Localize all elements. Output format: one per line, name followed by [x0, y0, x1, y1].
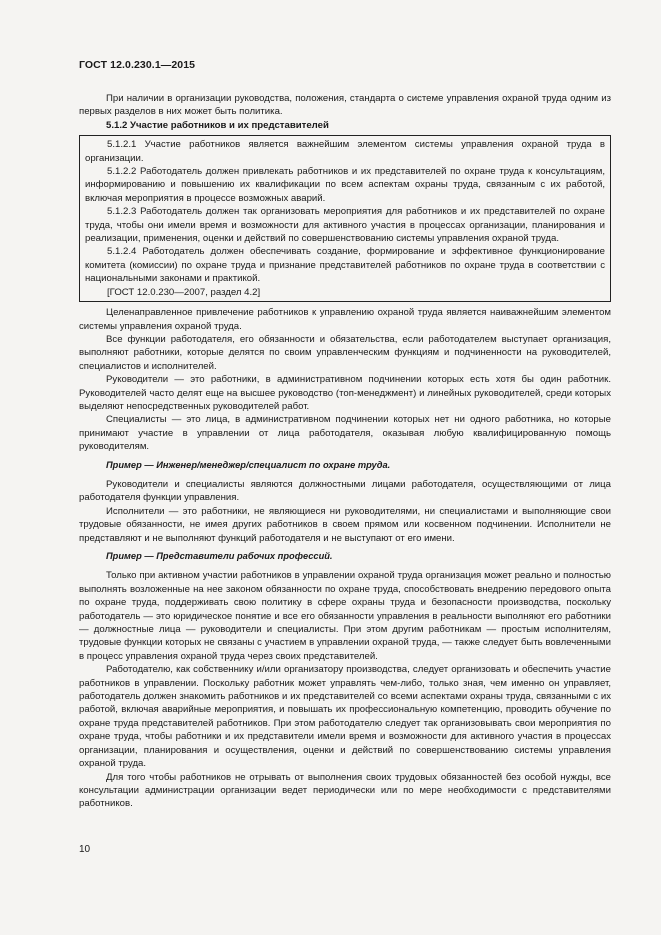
body-paragraph: Целенаправленное привлечение работников к управлению охраной труда является наиважнейшим элементом системы управления охраной труда.	[79, 307, 611, 332]
body-paragraph: Для того чтобы работников не отрывать от выполнения своих трудовых обязанностей без особой нужды, все консультации администрации организации ведет периодически или по мере необходимости с представителями работников.	[79, 771, 611, 810]
body-paragraph: Только при активном участии работников в управлении охраной труда организация может реально и полностью выполнять возложенные на нее законом обязанности по охране труда, способствовать внедрению передового опыта по охране труда, поддерживать свою политику в сфере охраны труда и безопасности производства, поскольку работодатель — это юридическое понятие и все его обязанности управления в реальности выполняют его работники — должностные лица — руководители и специалисты. При этом другим работникам — простым исполнителям, трудовые функции которых не связаны с участием в управлении охраной труда, — также следует быть вовлеченными в процесс управления охраной труда через своих представителей.	[79, 570, 611, 662]
body-paragraph: Все функции работодателя, его обязанности и обязательства, если работодателем выступает организация, выполняют работники, которые делятся по своим управленческим функциям и подчиненности на руководителей, специалистов и исполнителей.	[79, 333, 611, 372]
body-paragraph: Исполнители — это работники, не являющиеся ни руководителями, ни специалистами и выполняющие свои трудовые обязанности, не имея других работников в своем прямом или косвенном подчинении. Исполнители не представляют и не выполняют функций работодателя и не выступают от его имени.	[79, 505, 611, 544]
body-paragraph: Руководители и специалисты являются должностными лицами работодателя, осуществляющими от лица работодателя функции управления.	[79, 478, 611, 504]
body-paragraph: Руководители — это работники, в административном подчинении которых есть хотя бы один работник. Руководителей часто делят еще на высшее руководство (топ-менеджмент) и линейных руководителей, среди которых выделяют непосредственных руководителей работ.	[79, 374, 611, 412]
box-clause-4: 5.1.2.4 Работодатель должен обеспечивать создание, формирование и эффективное функционирование комитета (комиссии) по охране труда и признание представителей работников по охране труда в соответствии с национальными законами и практикой.	[85, 246, 605, 285]
box-clause-3: 5.1.2.3 Работодатель должен так организовать мероприятия для работников и их представителей по охране труда, чтобы они имели время и возможности для активного участия в процессах организации, планирования и реализации, применения, оценки и действий по совершенствованию системы управления охраной труда.	[85, 206, 605, 245]
quoted-standard-box	[79, 135, 611, 302]
body-paragraph: Работодателю, как собственнику и/или организатору производства, следует организовать и обеспечить участие работников в управлении. Поскольку работник может управлять чем-либо, только зная, чем именно он управляет, работодатель должен знакомить работников и их представителей со всеми аспектами охраны труда, связанными с их работой, включая аварийные мероприятия, и повышать их профессиональную компетенцию, проводить обучение по охране труда представителей работников. При этом работодателю следует так организовывать свои мероприятия по охране труда, чтобы работники и их представители имели время и возможности для активного участия в процессах организации, планирования и осуществления, оценки и действий по совершенствованию системы управления охраной труда.	[79, 664, 611, 770]
box-clause-2: 5.1.2.2 Работодатель должен привлекать работников и их представителей по охране труда к консультациям, информированию и повышению их квалификации по всем аспектам охраны труда, связанным с их работой, включая мероприятия в процессе возможных аварий.	[85, 166, 605, 204]
box-clause-1: 5.1.2.1 Участие работников является важнейшим элементом системы управления охраной труда в организации.	[85, 139, 605, 164]
example-note: Пример — Инженер/менеджер/специалист по охране труда.	[106, 459, 391, 470]
intro-paragraph: При наличии в организации руководства, положения, стандарта о системе управления охраной труда одним из первых разделов в них может быть политика.	[79, 93, 611, 118]
body-paragraph: Специалисты — это лица, в административном подчинении которых нет ни одного работника, но которые принимают участие в управлении от лица работодателя, оказывая любую квалифицированную помощь руководителям.	[79, 414, 611, 453]
box-reference: [ГОСТ 12.0.230—2007, раздел 4.2]	[107, 286, 261, 298]
document-header: ГОСТ 12.0.230.1—2015	[79, 59, 196, 71]
example-note: Пример — Представители рабочих профессий.	[106, 551, 333, 561]
page-content	[79, 92, 611, 811]
page-number: 10	[79, 844, 91, 855]
section-title: 5.1.2 Участие работников и их представителей	[106, 119, 329, 131]
